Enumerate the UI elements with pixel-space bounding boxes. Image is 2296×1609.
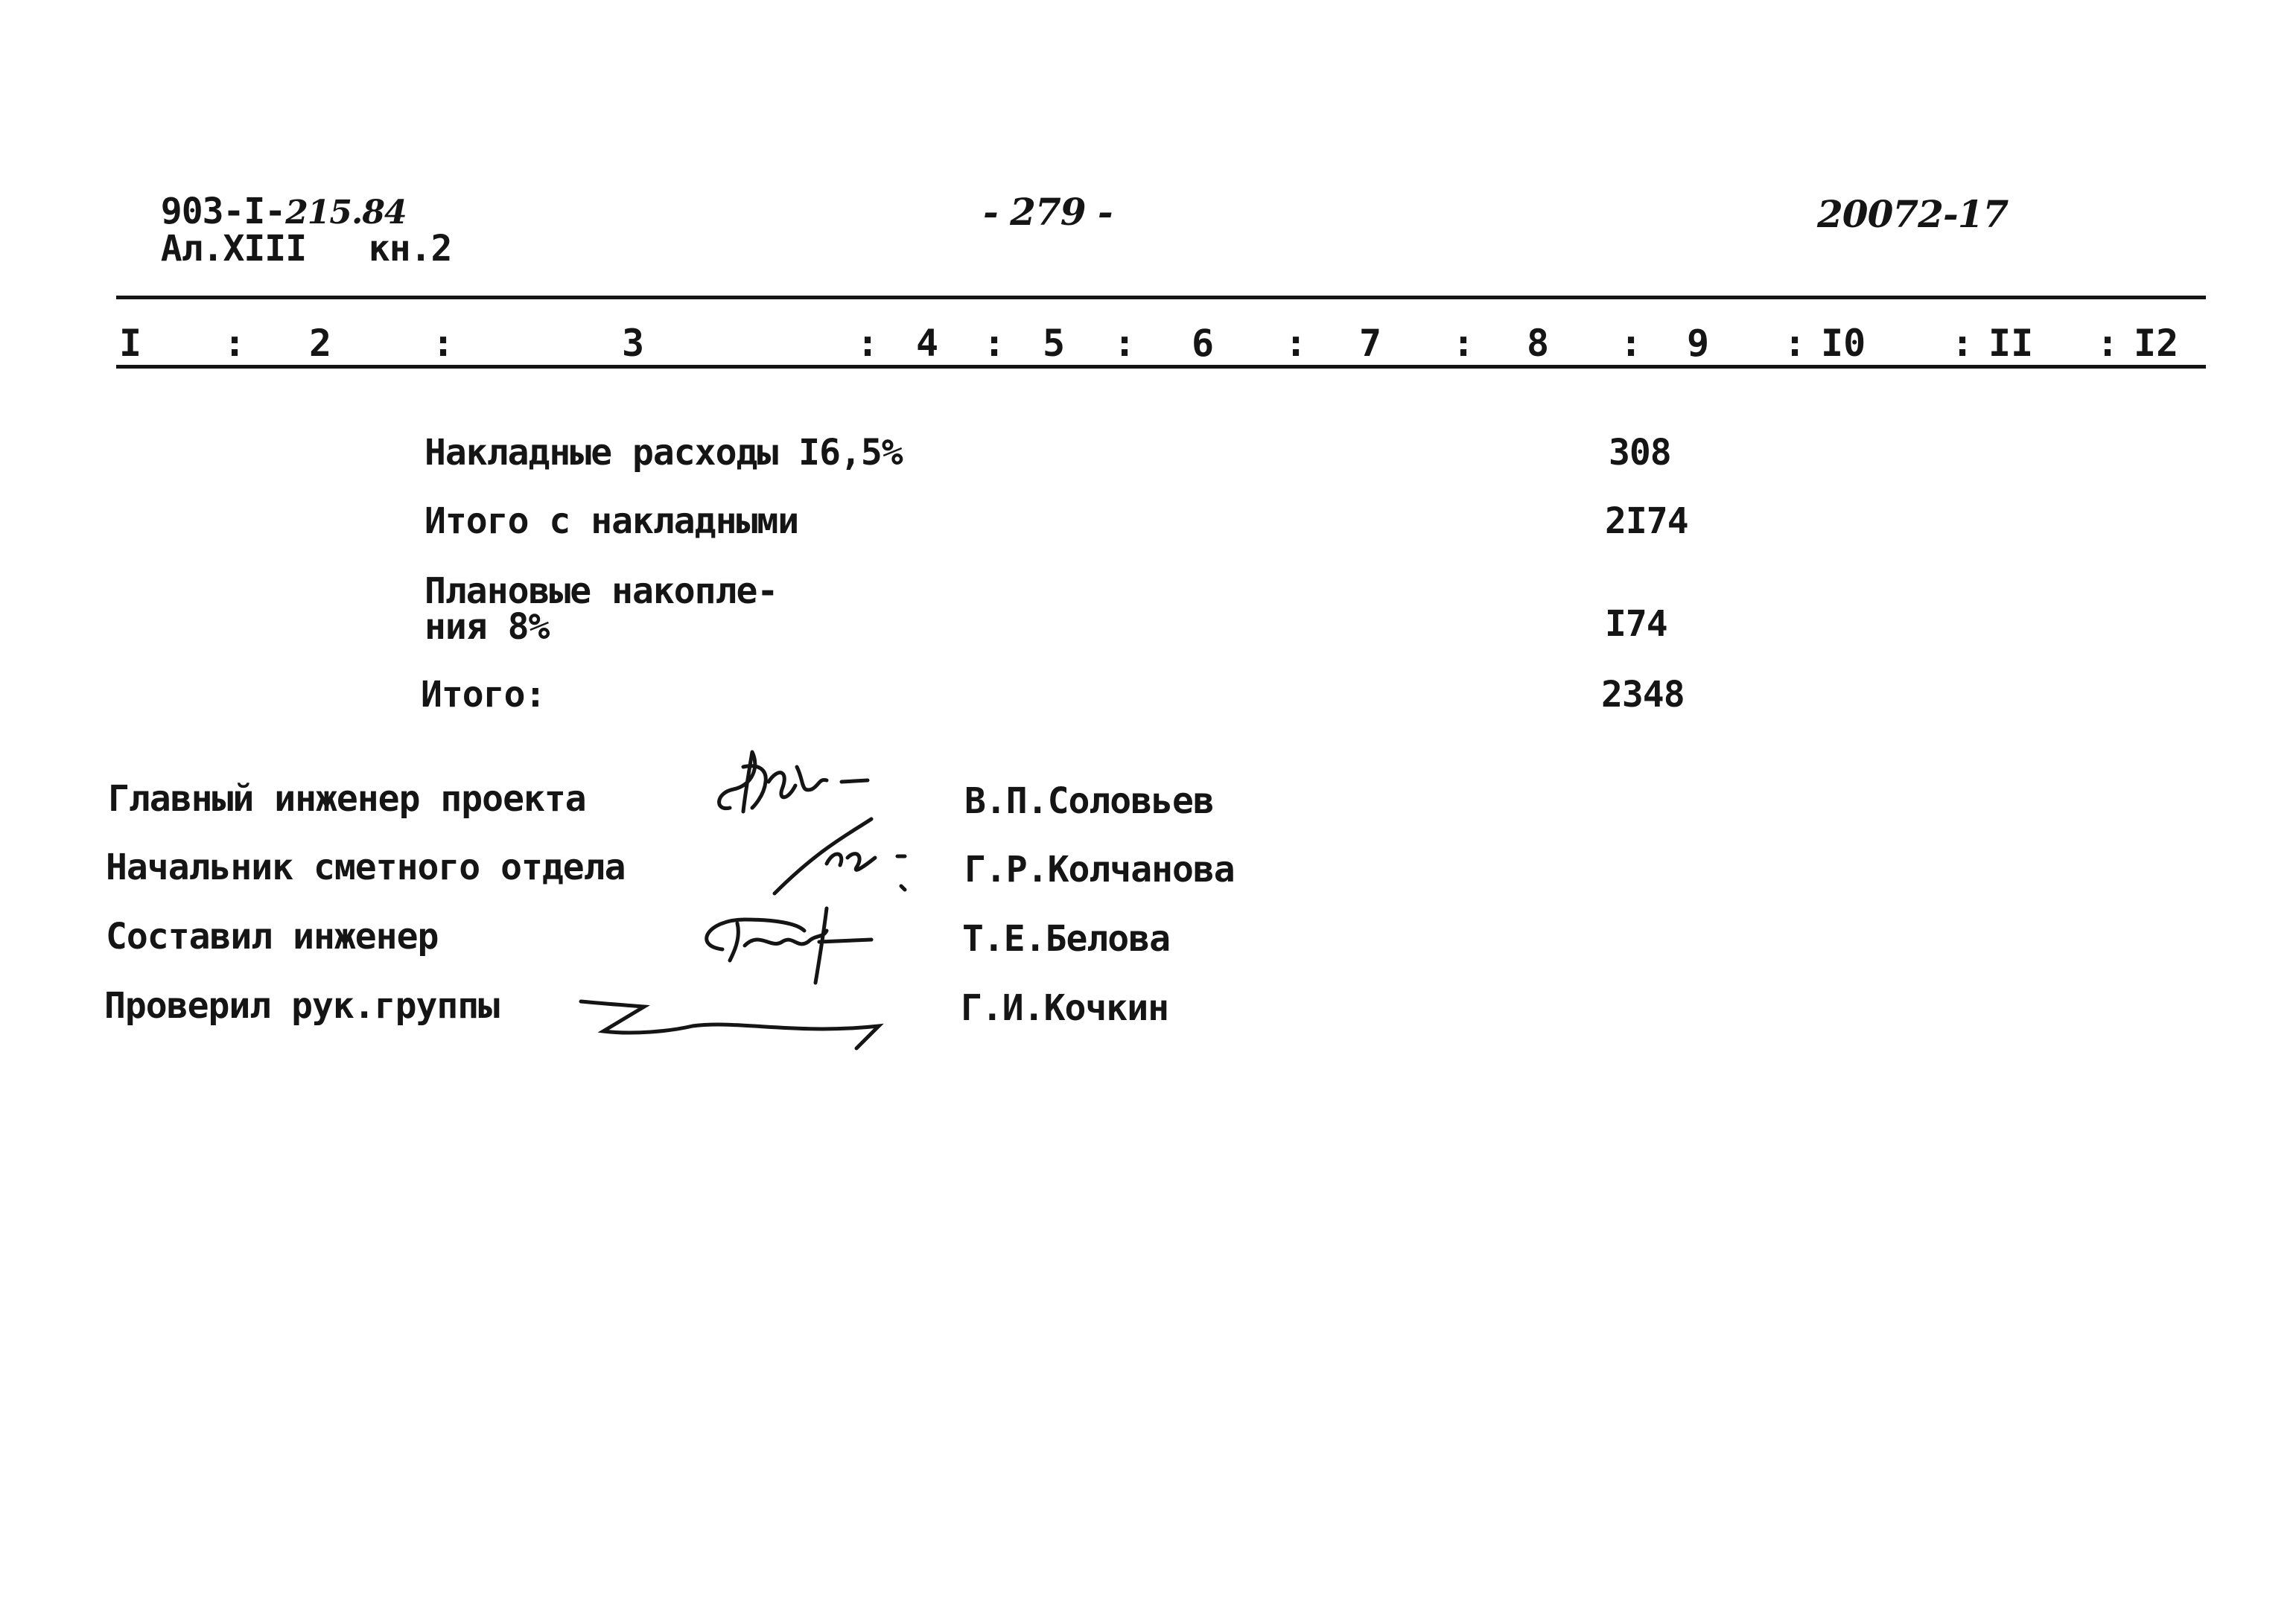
row-label-total-with-overhead: Итого с накладными bbox=[424, 500, 799, 542]
column-separator: : bbox=[223, 322, 247, 365]
row-label-grand-total: Итого: bbox=[421, 674, 546, 716]
table-header-underline bbox=[116, 365, 2206, 369]
row-value-grand-total: 2348 bbox=[1601, 674, 1685, 716]
column-separator: : bbox=[1452, 322, 1475, 365]
album-label: Ал.XIII bbox=[160, 228, 307, 270]
book-label: кн.2 bbox=[368, 228, 452, 270]
column-separator: : bbox=[432, 322, 455, 365]
column-number-12: I2 bbox=[2134, 322, 2179, 365]
column-number-10: I0 bbox=[1821, 322, 1866, 365]
column-separator: : bbox=[2096, 322, 2119, 365]
column-number-9: 9 bbox=[1687, 322, 1710, 365]
column-separator: : bbox=[983, 322, 1006, 365]
signatory-role: Составил инженер bbox=[106, 916, 439, 958]
signatory-role: Проверил рук.группы bbox=[104, 985, 500, 1027]
column-separator: : bbox=[1285, 322, 1308, 365]
column-number-4: 4 bbox=[916, 322, 939, 365]
column-number-6: 6 bbox=[1192, 322, 1215, 365]
doc-code-handwritten: 215.84 bbox=[285, 194, 407, 232]
column-number-11: II bbox=[1988, 322, 2034, 365]
signatory-name: В.П.Соловьев bbox=[964, 780, 1214, 822]
column-separator: : bbox=[1951, 322, 1974, 365]
column-number-5: 5 bbox=[1043, 322, 1066, 365]
row-label-overhead: Накладные расходы I6,5% bbox=[424, 432, 903, 474]
column-number-1: I bbox=[119, 322, 142, 365]
column-separator: : bbox=[1620, 322, 1643, 365]
column-number-2: 2 bbox=[309, 322, 332, 365]
signatory-role: Начальник сметного отдела bbox=[106, 847, 626, 888]
column-number-7: 7 bbox=[1359, 322, 1382, 365]
column-separator: : bbox=[1113, 322, 1136, 365]
column-number-8: 8 bbox=[1527, 322, 1550, 365]
signatory-name: Т.Е.Белова bbox=[962, 918, 1170, 960]
column-separator: : bbox=[856, 322, 880, 365]
page-number: - 279 - bbox=[983, 190, 1113, 234]
stamp-number: 20072-17 bbox=[1817, 192, 2009, 236]
row-value-planned-savings: I74 bbox=[1605, 603, 1667, 645]
table-top-rule bbox=[116, 296, 2206, 299]
signatory-name: Г.И.Кочкин bbox=[961, 987, 1168, 1029]
row-label-planned-savings-line1: Плановые накопле- bbox=[424, 570, 778, 612]
signatory-name: Г.Р.Колчанова bbox=[964, 849, 1235, 890]
row-value-total-with-overhead: 2I74 bbox=[1605, 500, 1688, 542]
column-number-3: 3 bbox=[622, 322, 645, 365]
signature-group-head bbox=[573, 990, 901, 1057]
signatory-role: Главный инженер проекта bbox=[108, 778, 586, 820]
row-value-overhead: 308 bbox=[1609, 432, 1671, 474]
column-separator: : bbox=[1784, 322, 1807, 365]
signature-compiler-engineer bbox=[678, 879, 886, 990]
album-book bbox=[119, 186, 451, 270]
doc-code-prefix: 903-I- bbox=[160, 191, 286, 232]
row-label-planned-savings-line2: ния 8% bbox=[424, 606, 550, 648]
